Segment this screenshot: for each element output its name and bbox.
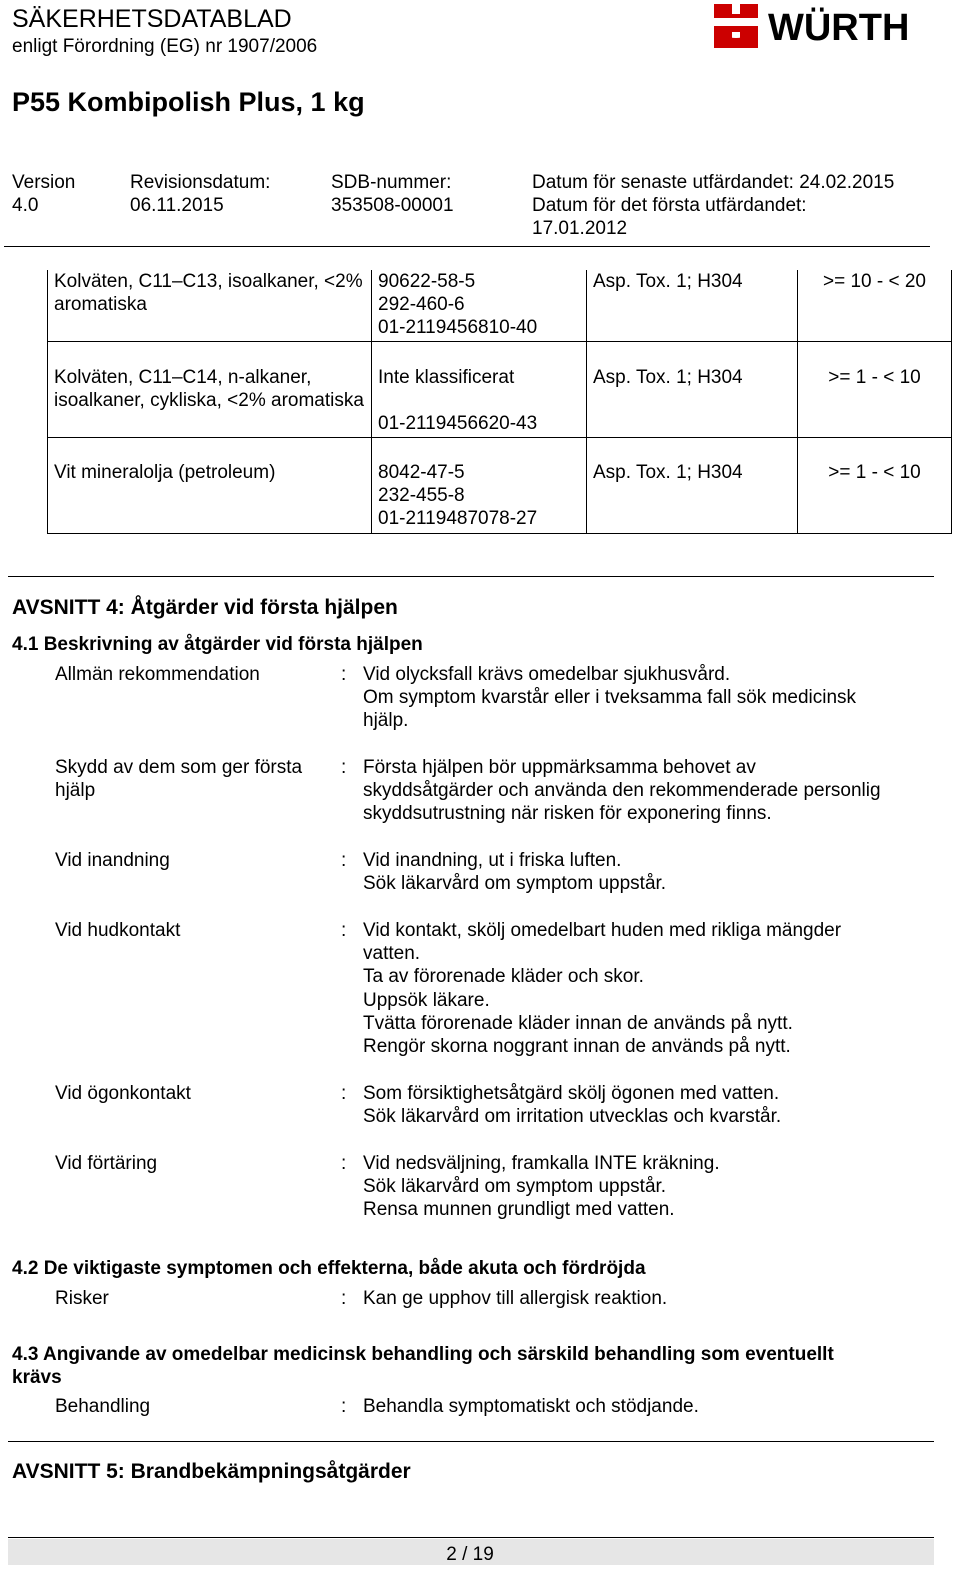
cas-number: Inte klassificerat: [378, 367, 515, 388]
table-row: [48, 342, 952, 438]
first-issue-date: 17.01.2012: [532, 218, 628, 240]
component-ids: [372, 438, 587, 534]
treatment-label: Behandling: [55, 1396, 151, 1417]
version-label: Version: [12, 172, 76, 193]
item-label: Vid ögonkontakt: [55, 1083, 191, 1104]
version-value: 4.0: [12, 195, 39, 217]
first-issue-label: Datum för det första utfärdandet:: [532, 195, 807, 217]
sdb-label: SDB-nummer:: [331, 172, 452, 193]
cas-number: 90622-58-5: [378, 271, 476, 292]
risks-label: Risker: [55, 1288, 109, 1309]
version-block: [12, 171, 75, 217]
colon-separator: :: [341, 920, 347, 941]
section4-title: AVSNITT 4: Åtgärder vid första hjälpen: [12, 596, 398, 619]
reach-number: 01-2119456810-40: [378, 317, 538, 339]
revision-value: 06.11.2015: [130, 195, 224, 217]
cas-number: 8042-47-5: [378, 462, 465, 483]
component-concentration: >= 1 - < 10: [798, 342, 952, 438]
treatment-text: Behandla symptomatiskt och stödjande.: [363, 1396, 699, 1417]
sdb-block: [331, 171, 454, 217]
revision-label: Revisionsdatum:: [130, 172, 271, 193]
component-classification: Asp. Tox. 1; H304: [587, 438, 798, 534]
item-label: Vid förtäring: [55, 1153, 158, 1174]
item-label: Allmän rekommendation: [55, 664, 260, 685]
footer-divider: [8, 1537, 934, 1538]
ec-number: 292-460-6: [378, 294, 465, 316]
sdb-value: 353508-00001: [331, 195, 454, 217]
colon-separator: :: [341, 757, 347, 778]
component-classification: Asp. Tox. 1; H304: [587, 270, 798, 342]
colon-separator: :: [341, 664, 347, 685]
component-ids: [372, 342, 587, 438]
item-text: Vid nedsväljning, framkalla INTE kräkning. Sök läkarvård om symptom uppstår. Rensa munnen grundligt med vatten.: [363, 1153, 720, 1221]
revision-block: [130, 171, 270, 217]
colon-separator: :: [341, 1288, 347, 1309]
colon-separator: :: [341, 1153, 347, 1174]
table-row: [48, 438, 952, 534]
item-label: Skydd av dem som ger första hjälp: [55, 757, 303, 802]
component-name: Kolväten, C11–C14, n-alkaner, isoalkaner, cykliska, <2% aromatiska: [48, 342, 372, 438]
subsection-4-1-title: 4.1 Beskrivning av åtgärder vid första hjälpen: [12, 634, 423, 655]
component-concentration: >= 1 - < 10: [798, 438, 952, 534]
page-number: 2 / 19: [446, 1544, 494, 1565]
wurth-logo: [712, 2, 932, 50]
component-name: Kolväten, C11–C13, isoalkaner, <2% aromatiska: [48, 270, 372, 342]
item-text: Vid olycksfall krävs omedelbar sjukhusvård. Om symptom kvarstår eller i tveksamma fall sök medicinsk hjälp.: [363, 664, 857, 732]
ec-number: [378, 389, 580, 412]
item-text: Som försiktighetsåtgärd skölj ögonen med vatten. Sök läkarvård om irritation utvecklas och kvarstår.: [363, 1083, 782, 1128]
issue-dates-block: [532, 171, 894, 241]
wurth-logo-mark: [714, 4, 758, 48]
latest-issue-date: Datum för senaste utfärdandet: 24.02.2015: [532, 172, 895, 193]
item-text: Vid kontakt, skölj omedelbart huden med rikliga mängder vatten. Ta av förorenade kläder och skor. Uppsök läkare. Tvätta förorenade kläder innan de används på nytt. Rengör skorna noggrant innan de används på nytt.: [363, 920, 842, 1058]
component-ids: [372, 270, 587, 342]
table-row: [48, 270, 952, 342]
reach-number: 01-2119456620-43: [378, 413, 538, 435]
reach-number: 01-2119487078-27: [378, 508, 538, 530]
section5-title: AVSNITT 5: Brandbekämpningsåtgärder: [12, 1460, 411, 1483]
section5-divider: [8, 1441, 934, 1442]
composition-table: [47, 270, 952, 534]
wurth-logo-text: WÜRTH: [768, 7, 910, 49]
component-concentration: >= 10 - < 20: [798, 270, 952, 342]
subsection-4-3-title: 4.3 Angivande av omedelbar medicinsk behandling och särskild behandling som eventuellt krävs: [12, 1344, 834, 1389]
item-text: Vid inandning, ut i friska luften. Sök läkarvård om symptom uppstår.: [363, 850, 667, 895]
colon-separator: :: [341, 850, 347, 871]
colon-separator: :: [341, 1083, 347, 1104]
component-name: Vit mineralolja (petroleum): [48, 438, 372, 534]
item-label: Vid hudkontakt: [55, 920, 181, 941]
header-divider: [4, 246, 930, 247]
item-label: Vid inandning: [55, 850, 170, 871]
regulation-text: enligt Förordning (EG) nr 1907/2006: [12, 36, 318, 57]
ec-number: 232-455-8: [378, 485, 465, 507]
item-text: Första hjälpen bör uppmärksamma behovet av skyddsåtgärder och använda den rekommenderade personlig skyddsutrustning när risken för exponering finns.: [363, 757, 881, 825]
subsection-4-2-title: 4.2 De viktigaste symptomen och effekterna, både akuta och fördröjda: [12, 1258, 646, 1279]
document-title: SÄKERHETSDATABLAD: [12, 5, 292, 33]
component-classification: Asp. Tox. 1; H304: [587, 342, 798, 438]
product-name: P55 Kombipolish Plus, 1 kg: [12, 87, 365, 117]
risks-text: Kan ge upphov till allergisk reaktion.: [363, 1288, 668, 1309]
section4-divider: [8, 576, 934, 577]
colon-separator: :: [341, 1396, 347, 1417]
